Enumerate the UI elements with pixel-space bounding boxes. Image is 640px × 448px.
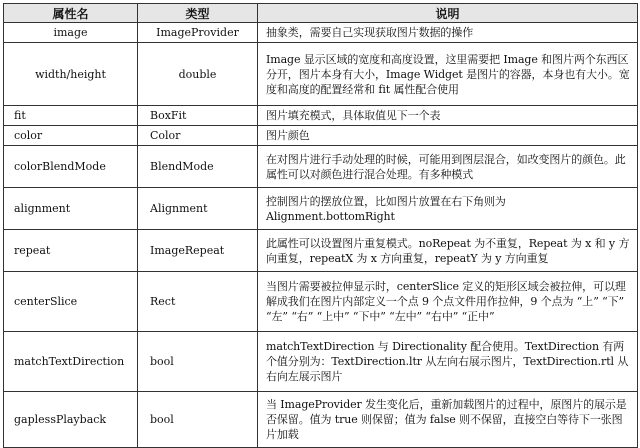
table-row [4, 392, 638, 448]
description-cell: Image 显示区域的宽度和高度设置，这里需要把 Image 和图片两个东西区分开，图片本身有大小，Image Widget 是图片的容器，本身也有大小。宽度和高度的配置经常和 fit 属性配合使用 [258, 43, 638, 106]
type-cell: ImageProvider [138, 23, 258, 43]
header-property-name: 属性名 [4, 4, 138, 23]
description-cell: 图片颜色 [258, 126, 638, 146]
property-name-cell: alignment [4, 188, 138, 230]
property-name-cell: image [4, 23, 138, 43]
type-cell: bool [138, 332, 258, 392]
table-row [4, 332, 638, 392]
description-cell: 抽象类，需要自己实现获取图片数据的操作 [258, 23, 638, 43]
table-row [4, 188, 638, 230]
description-cell: 控制图片的摆放位置，比如图片放置在右下角则为 Alignment.bottomRight [258, 188, 638, 230]
description-cell: 图片填充模式，具体取值见下一个表 [258, 106, 638, 126]
table-row [4, 23, 638, 43]
type-cell: BlendMode [138, 146, 258, 188]
type-cell: Alignment [138, 188, 258, 230]
property-name-cell: color [4, 126, 138, 146]
type-cell: Rect [138, 272, 258, 332]
table-row [4, 272, 638, 332]
property-name-cell: fit [4, 106, 138, 126]
property-name-cell: centerSlice [4, 272, 138, 332]
description-cell: 当 ImageProvider 发生变化后，重新加载图片的过程中，原图片的展示是否保留。值为 true 则保留；值为 false 则不保留，直接空白等待下一张图片加载 [258, 392, 638, 448]
image-properties-table [3, 3, 638, 448]
table-row [4, 146, 638, 188]
table-row [4, 230, 638, 272]
description-cell: 此属性可以设置图片重复模式。noRepeat 为不重复，Repeat 为 x 和 y 方向重复，repeatX 为 x 方向重复，repeatY 为 y 方向重复 [258, 230, 638, 272]
property-name-cell: colorBlendMode [4, 146, 138, 188]
description-cell: 在对图片进行手动处理的时候，可能用到图层混合，如改变图片的颜色。此属性可以对颜色进行混合处理。有多种模式 [258, 146, 638, 188]
description-cell: matchTextDirection 与 Directionality 配合使用。TextDirection 有两个值分别为：TextDirection.ltr 从左向右展示图片，TextDirection.rtl 从右向左展示图片 [258, 332, 638, 392]
property-name-cell: width/height [4, 43, 138, 106]
description-cell: 当图片需要被拉伸显示时，centerSlice 定义的矩形区域会被拉伸，可以理解成我们在图片内部定义一个点 9 个点文件用作拉伸，9 个点为 “上” “下” “左” “右” “上中” “下中” “左中” “右中” “正中” [258, 272, 638, 332]
type-cell: Color [138, 126, 258, 146]
type-cell: BoxFit [138, 106, 258, 126]
property-name-cell: matchTextDirection [4, 332, 138, 392]
property-name-cell: repeat [4, 230, 138, 272]
type-cell: double [138, 43, 258, 106]
property-name-cell: gaplessPlayback [4, 392, 138, 448]
table-row [4, 43, 638, 106]
table-header-row [4, 4, 638, 23]
table-row [4, 126, 638, 146]
header-type: 类型 [138, 4, 258, 23]
table-row [4, 106, 638, 126]
type-cell: ImageRepeat [138, 230, 258, 272]
type-cell: bool [138, 392, 258, 448]
header-description: 说明 [258, 4, 638, 23]
